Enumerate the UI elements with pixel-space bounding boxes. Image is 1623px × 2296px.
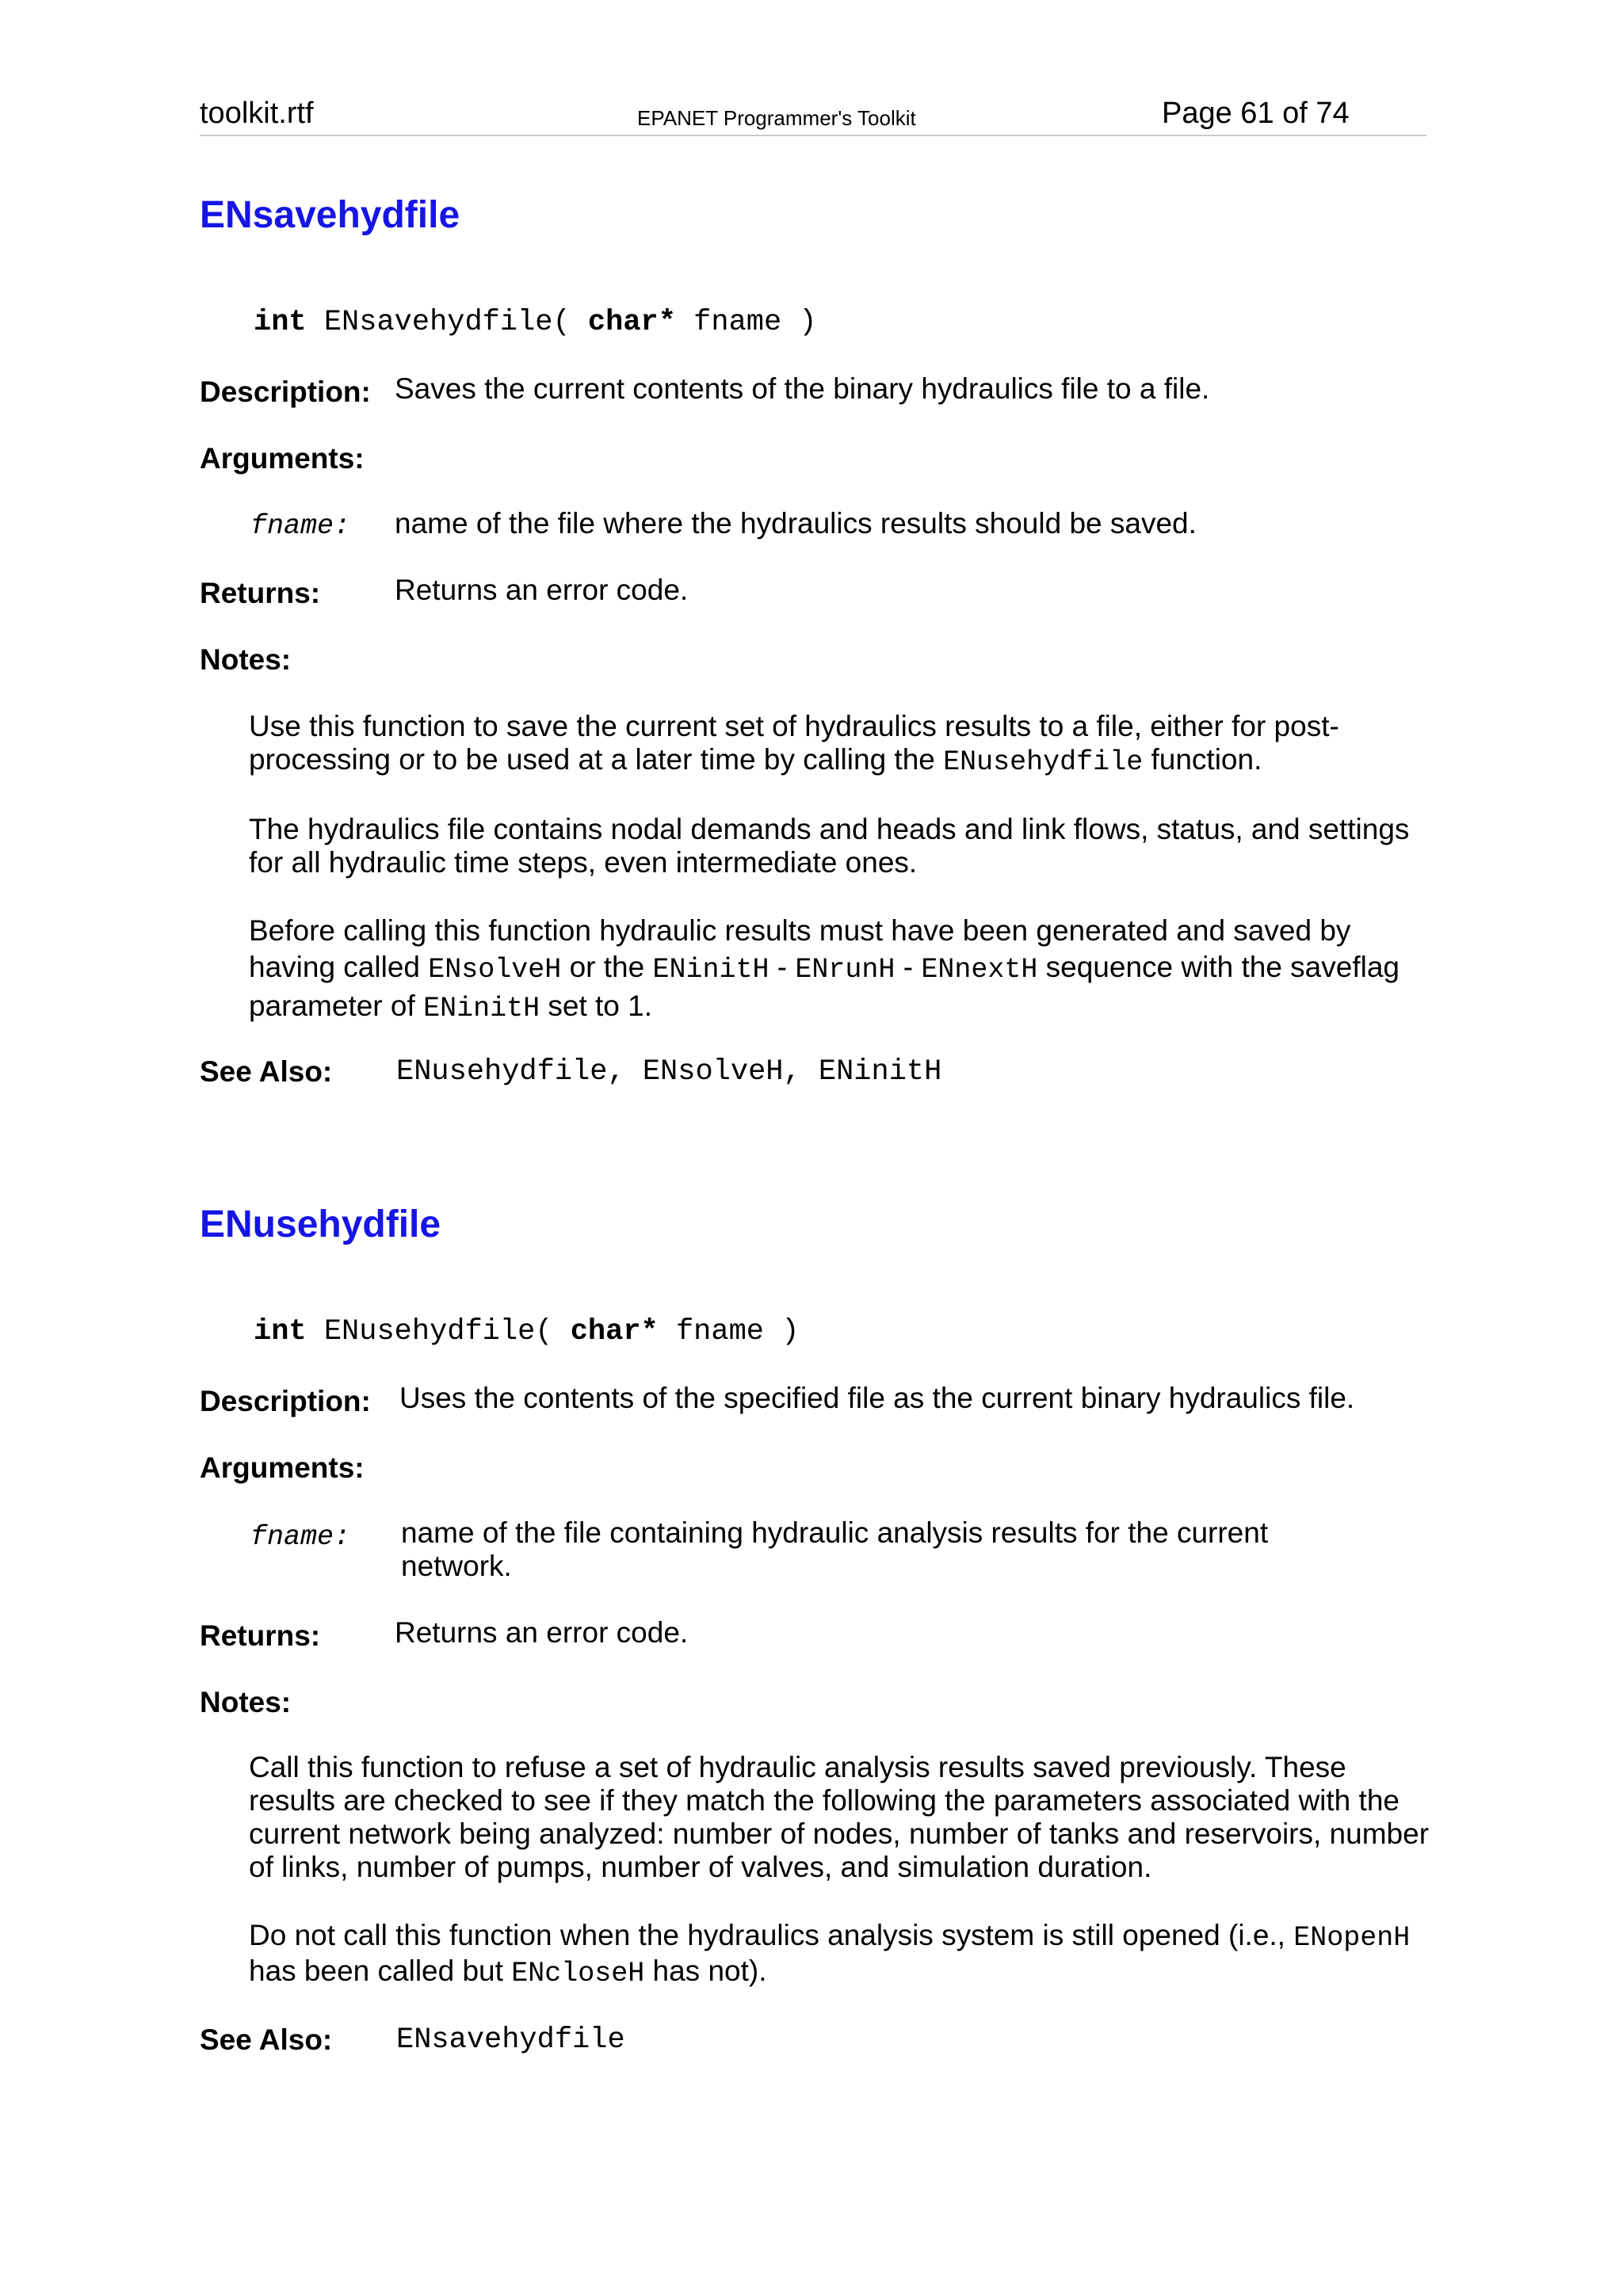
argument-name: fname: — [250, 1521, 351, 1553]
description-label: Description: — [200, 1385, 371, 1417]
returns-label: Returns: — [200, 577, 321, 609]
argument-description: name of the file containing hydraulic analysis results for the current network. — [401, 1516, 1269, 1582]
header-page-number: Page 61 of 74 — [1162, 97, 1350, 130]
note-text: Before calling this function hydraulic results must have been generated and saved by having called — [249, 914, 1351, 983]
sig-param-name: fname — [693, 306, 782, 339]
code-ref: ENsolveH — [428, 954, 562, 986]
section-title-enusehydfile: ENusehydfile — [200, 1203, 441, 1245]
code-ref: ENcloseH — [511, 1958, 645, 1989]
see-also-list: ENsavehydfile — [396, 2023, 625, 2057]
description-text: Saves the current contents of the binary hydraulics file to a file. — [395, 372, 1210, 405]
see-also-list: ENusehydfile, ENsolveH, ENinitH — [396, 1055, 942, 1089]
code-ref: ENnextH — [921, 954, 1038, 986]
code-ref: ENinitH — [652, 954, 769, 986]
note-text: has not). — [652, 1955, 767, 1987]
note-text: sequence with the saveflag parameter of — [249, 951, 1400, 1022]
sig-close: ) — [781, 1315, 800, 1348]
notes-label: Notes: — [200, 643, 292, 676]
see-also-label: See Also: — [200, 2023, 333, 2056]
note-text: has been called but — [249, 1955, 503, 1987]
sig-param-type: char* — [587, 306, 676, 339]
note-text: set to 1. — [548, 990, 653, 1022]
note-paragraph — [249, 913, 1422, 1027]
function-signature — [254, 306, 817, 339]
note-text: - — [903, 951, 914, 983]
sig-close: ) — [799, 306, 817, 339]
note-text: Do not call this function when the hydraulics analysis system is still opened (i.e., — [249, 1919, 1285, 1951]
returns-text: Returns an error code. — [395, 574, 689, 606]
function-signature — [254, 1315, 799, 1348]
note-text: Use this function to save the current set of hydraulics results to a file, either for post-processing or to be used at a later time by calling the — [249, 710, 1339, 776]
arguments-label: Arguments: — [200, 1451, 365, 1484]
note-paragraph — [249, 1919, 1422, 1990]
argument-name: fname: — [250, 510, 351, 542]
sig-return-type: int — [254, 306, 307, 339]
section-title-ensavehydfile: ENsavehydfile — [200, 194, 460, 236]
returns-label: Returns: — [200, 1619, 321, 1652]
argument-description: name of the file where the hydraulics results should be saved. — [395, 507, 1197, 540]
note-paragraph: The hydraulics file contains nodal demands and heads and link flows, status, and settings for all hydraulic time steps, even intermediate ones. — [249, 813, 1410, 879]
header-filename: toolkit.rtf — [200, 97, 314, 130]
code-ref: ENopenH — [1293, 1922, 1411, 1954]
see-also-label: See Also: — [200, 1055, 333, 1088]
returns-text: Returns an error code. — [395, 1616, 689, 1649]
sig-return-type: int — [254, 1315, 307, 1348]
notes-label: Notes: — [200, 1686, 292, 1718]
page-header — [200, 87, 1426, 136]
note-paragraph — [249, 710, 1422, 779]
note-text: - — [777, 951, 788, 983]
note-text: function. — [1151, 743, 1262, 776]
sig-param-type: char* — [570, 1315, 659, 1348]
sig-param-name: fname — [675, 1315, 764, 1348]
code-ref: ENinitH — [423, 993, 540, 1024]
sig-function-name: ENusehydfile( — [323, 1315, 553, 1348]
arguments-label: Arguments: — [200, 442, 365, 475]
code-ref: ENusehydfile — [943, 746, 1144, 778]
sig-function-name: ENsavehydfile( — [323, 306, 571, 339]
note-paragraph: Call this function to refuse a set of hydraulic analysis results saved previously. These results are checked to see if they match the following the parameters associated with the current network being analyzed: number of nodes, number of tanks and reservoirs, number of links, number of pumps, number of valves, and simulation duration. — [249, 1751, 1430, 1883]
code-ref: ENrunH — [795, 954, 896, 986]
header-doc-title: EPANET Programmer's Toolkit — [637, 106, 916, 130]
note-text: or the — [569, 951, 645, 983]
description-label: Description: — [200, 376, 371, 408]
description-text: Uses the contents of the specified file as the current binary hydraulics file. — [399, 1382, 1355, 1414]
